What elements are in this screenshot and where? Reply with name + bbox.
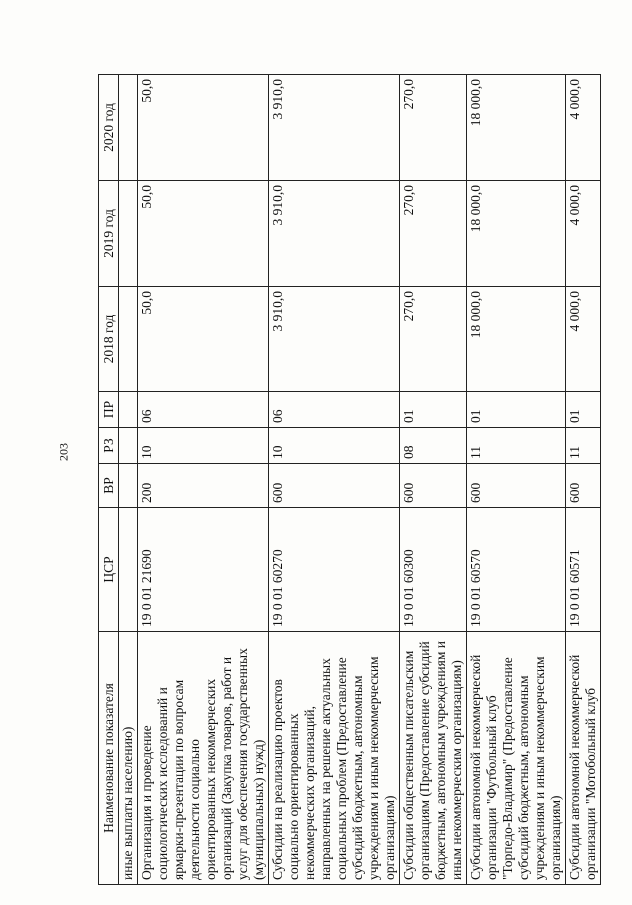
- page-number: 203: [56, 443, 71, 461]
- header-2018: 2018 год: [99, 287, 119, 392]
- row-rz: 08: [400, 428, 467, 464]
- row-csr: 19 0 01 60270: [269, 508, 400, 632]
- row-2018: 50,0: [138, 287, 269, 392]
- header-csr: ЦСР: [99, 508, 119, 632]
- row-pr: [119, 392, 138, 428]
- row-2020: 270,0: [400, 75, 467, 181]
- row-csr: 19 0 01 60300: [400, 508, 467, 632]
- row-2020: [119, 75, 138, 181]
- row-name: Субсидии автономной некоммерческой организации "Мотобольный клуб: [566, 632, 601, 885]
- header-vr: ВР: [99, 464, 119, 508]
- row-rz: [119, 428, 138, 464]
- row-name: Субсидии общественным писательским организациям (Предоставление субсидий бюджетным, автономным учреждениям и иным некоммерческим организациям): [400, 632, 467, 885]
- row-pr: 06: [138, 392, 269, 428]
- row-vr: 600: [400, 464, 467, 508]
- row-csr: 19 0 01 21690: [138, 508, 269, 632]
- table-row: [119, 75, 138, 885]
- row-2019: [119, 181, 138, 287]
- row-vr: 600: [467, 464, 566, 508]
- row-2020: 3 910,0: [269, 75, 400, 181]
- row-2018: [119, 287, 138, 392]
- row-vr: 600: [269, 464, 400, 508]
- header-rz: РЗ: [99, 428, 119, 464]
- row-2018: 270,0: [400, 287, 467, 392]
- row-vr: 600: [566, 464, 601, 508]
- row-pr: 01: [566, 392, 601, 428]
- row-pr: 06: [269, 392, 400, 428]
- row-2020: 50,0: [138, 75, 269, 181]
- row-2019: 270,0: [400, 181, 467, 287]
- header-2020: 2020 год: [99, 75, 119, 181]
- row-rz: 10: [138, 428, 269, 464]
- row-csr: [119, 508, 138, 632]
- row-2018: 3 910,0: [269, 287, 400, 392]
- row-name: Субсидии на реализацию проектов социально ориентированных некоммерческих организаций, направленных на решение актуальных социальных проблем (Предоставление субсидий бюджетным, автономным учреждениям и иным некоммерческим организациям): [269, 632, 400, 885]
- row-name: иные выплаты населению): [119, 632, 138, 885]
- header-pr: ПР: [99, 392, 119, 428]
- row-pr: 01: [400, 392, 467, 428]
- budget-table-rotated: [98, 75, 598, 885]
- table-row: [138, 75, 269, 885]
- row-pr: 01: [467, 392, 566, 428]
- table-row: [467, 75, 566, 885]
- row-vr: [119, 464, 138, 508]
- row-2019: 50,0: [138, 181, 269, 287]
- table-row: [269, 75, 400, 885]
- row-csr: 19 0 01 60571: [566, 508, 601, 632]
- row-name: Субсидии автономной некоммерческой организации "Футбольный клуб "Торпедо-Владимир" (Предоставление субсидий бюджетным, автономным учреждениям и иным некоммерческим организациям): [467, 632, 566, 885]
- header-2019: 2019 год: [99, 181, 119, 287]
- budget-table: [98, 74, 601, 885]
- header-name: Наименование показателя: [99, 632, 119, 885]
- row-name: Организация и проведение социологических исследований и ярмарки-презентации по вопросам деятельности социально ориентированных некоммерческих организаций (Закупка товаров, работ и услуг для обеспечения государственных (муниципальных) нужд): [138, 632, 269, 885]
- table-row: [566, 75, 601, 885]
- row-rz: 10: [269, 428, 400, 464]
- row-2019: 4 000,0: [566, 181, 601, 287]
- row-2018: 4 000,0: [566, 287, 601, 392]
- header-row: [99, 75, 119, 885]
- row-2018: 18 000,0: [467, 287, 566, 392]
- row-rz: 11: [566, 428, 601, 464]
- row-vr: 200: [138, 464, 269, 508]
- row-rz: 11: [467, 428, 566, 464]
- row-2019: 3 910,0: [269, 181, 400, 287]
- table-row: [400, 75, 467, 885]
- row-2020: 18 000,0: [467, 75, 566, 181]
- row-2019: 18 000,0: [467, 181, 566, 287]
- row-2020: 4 000,0: [566, 75, 601, 181]
- row-csr: 19 0 01 60570: [467, 508, 566, 632]
